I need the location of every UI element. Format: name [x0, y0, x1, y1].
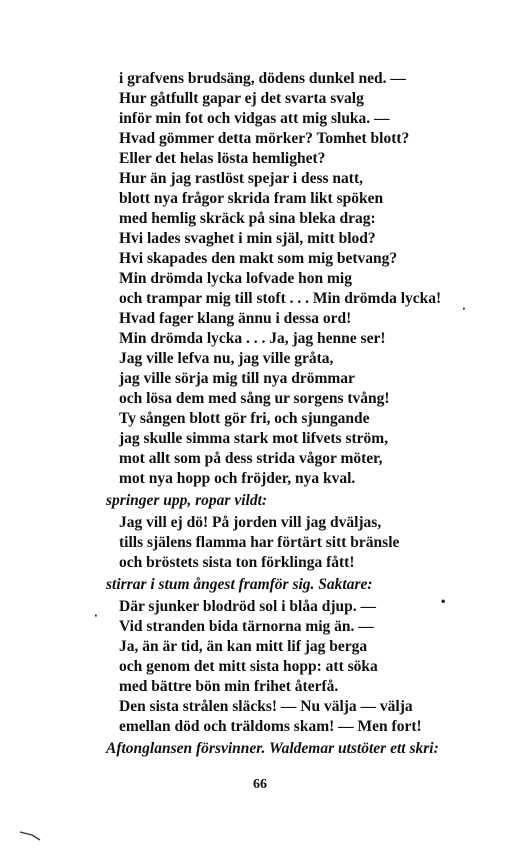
verse-line: med hemlig skräck på sina bleka drag:	[119, 210, 376, 227]
verse-line: inför min fot och vidgas att mig sluka. —	[119, 110, 390, 127]
stage-direction: Aftonglansen försvinner. Waldemar utstöter ett skri:	[106, 740, 439, 757]
verse-line: Vid stranden bida tärnorna mig än. —	[119, 618, 374, 635]
verse-line: Jag ville lefva nu, jag ville gråta,	[119, 350, 334, 367]
verse-line: Hvad fager klang ännu i dessa ord!	[119, 310, 352, 327]
verse-line: Hvad gömmer detta mörker? Tomhet blott?	[119, 130, 410, 147]
stray-mark-dot: •	[440, 597, 447, 608]
verse-line: Den sista strålen släcks! — Nu välja — välja	[119, 698, 413, 715]
verse-line: i grafvens brudsäng, dödens dunkel ned. —	[119, 70, 406, 87]
stray-mark-dot: ·	[462, 304, 466, 315]
verse-line: Ty sången blott gör fri, och sjungande	[119, 410, 370, 427]
verse-line: tills själens flamma har förtärt sitt bränsle	[119, 534, 400, 551]
verse-line: Min drömda lycka . . . Ja, jag henne ser!	[119, 330, 386, 347]
verse-line: jag ville sörja mig till nya drömmar	[119, 370, 355, 387]
stage-direction: springer upp, ropar vildt:	[106, 492, 268, 509]
verse-line: emellan död och träldoms skam! — Men fort!	[119, 718, 422, 735]
verse-line: Hvi skapades den makt som mig betvang?	[119, 250, 398, 267]
verse-line: Jag vill ej dö! På jorden vill jag dväljas,	[119, 514, 382, 531]
verse-line: mot nya hopp och fröjder, nya kval.	[119, 470, 356, 487]
verse-line: Min drömda lycka lofvade hon mig	[119, 270, 352, 287]
verse-line: Ja, än är tid, än kan mitt lif jag berga	[119, 638, 368, 655]
verse-line: Hvi lades svaghet i min själ, mitt blod?	[119, 230, 376, 247]
stage-direction: stirrar i stum ångest framför sig. Saktare:	[106, 576, 373, 593]
verse-line: blott nya frågor skrida fram likt spöken	[119, 190, 384, 207]
stray-mark-dot: ·	[94, 611, 98, 622]
verse-line: Där sjunker blodröd sol i blåa djup. —	[119, 598, 376, 615]
verse-line: med bättre bön min frihet återfå.	[119, 678, 339, 695]
verse-line: och bröstets sista ton förklinga fått!	[119, 554, 355, 571]
verse-line: Eller det helas lösta hemlighet?	[119, 150, 326, 167]
verse-line: jag skulle simma stark mot lifvets ström,	[119, 430, 389, 447]
verse-line: Hur än jag rastlöst spejar i dess natt,	[119, 170, 363, 187]
corner-scratch-mark	[18, 828, 48, 842]
verse-line: Hur gåtfullt gapar ej det svarta svalg	[119, 90, 364, 107]
verse-line: och lösa dem med sång ur sorgens tvång!	[119, 390, 390, 407]
verse-line: och genom det mitt sista hopp: att söka	[119, 658, 378, 675]
verse-line: mot allt som på dess strida vågor möter,	[119, 450, 383, 467]
page-number: 66	[253, 777, 267, 792]
verse-line: och trampar mig till stoft . . . Min drömda lycka!	[119, 290, 442, 307]
